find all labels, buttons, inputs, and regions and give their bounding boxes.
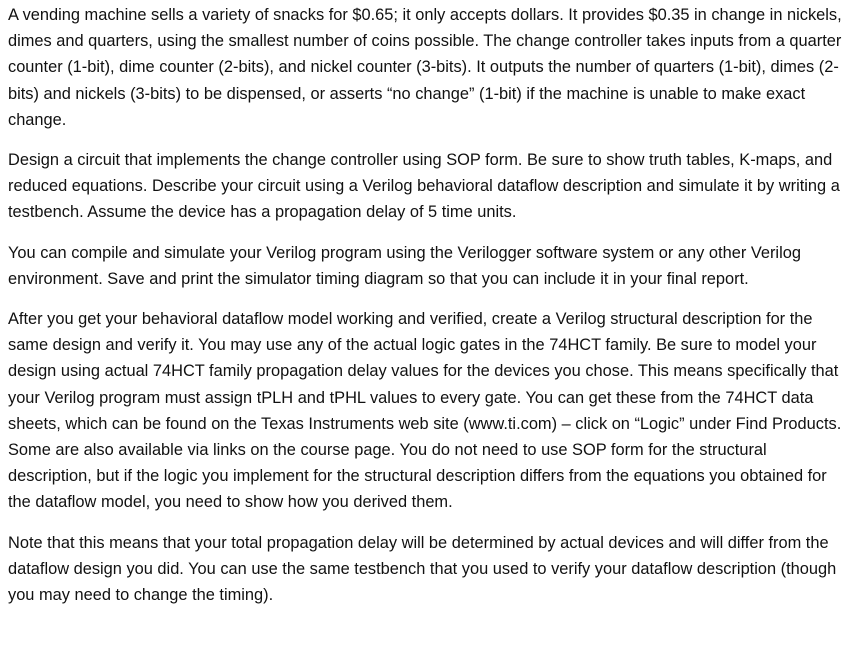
document-body: [8, 2, 848, 608]
paragraph-propagation-note: Note that this means that your total propagation delay will be determined by actual devices and will differ from the dataflow design you did. You can use the same testbench that you used to verify your dataflow description (though you may need to change the timing).: [8, 533, 837, 605]
paragraph-design-instructions: Design a circuit that implements the change controller using SOP form. Be sure to show truth tables, K-maps, and reduced equations. Describe your circuit using a Verilog behavioral dataflow description and simulate it by writing a testbench. Assume the device has a propagation delay of 5 time units.: [8, 151, 840, 222]
paragraph-problem-statement: A vending machine sells a variety of snacks for $0.65; it only accepts dollars. It provides $0.35 in change in nickels, dimes and quarters, using the smallest number of coins possible. The change controller takes inputs from a quarter counter (1-bit), dime counter (2-bits), and nickel counter (3-bits). It outputs the number of quarters (1-bit), dimes (2-bits) and nickels (3-bits) to be dispensed, or asserts “no change” (1-bit) if the machine is unable to make exact change.: [8, 6, 842, 129]
paragraph-structural-instructions: After you get your behavioral dataflow model working and verified, create a Verilog structural description for the same design and verify it. You may use any of the actual logic gates in the 74HCT family. Be sure to model your design using actual 74HCT family propagation delay values for the devices you chose. This means specifically that your Verilog program must assign tPLH and tPHL values to every gate. You can get these from the 74HCT data sheets, which can be found on the Texas Instruments web site (www.ti.com) – click on “Logic” under Find Products. Some are also available via links on the course page. You do not need to use SOP form for the structural description, but if the logic you implement for the structural description differs from the equations you obtained for the dataflow model, you need to show how you derived them.: [8, 310, 842, 512]
paragraph-simulation-instructions: You can compile and simulate your Verilog program using the Verilogger software system or any other Verilog environment. Save and print the simulator timing diagram so that you can include it in your final report.: [8, 243, 801, 288]
